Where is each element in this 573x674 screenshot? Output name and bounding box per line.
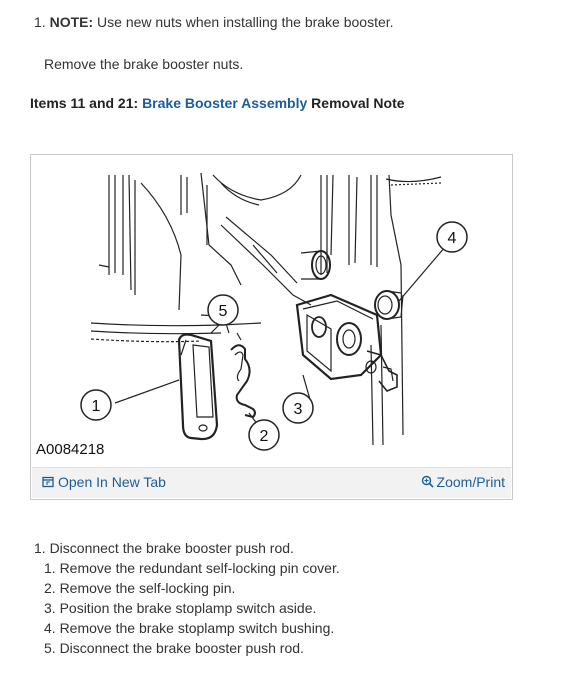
- zoom-print-label: Zoom/Print: [436, 474, 505, 490]
- sub-step: 4. Remove the brake stoplamp switch bushing.: [44, 620, 335, 636]
- callout-5: 5: [218, 303, 228, 320]
- note-label: NOTE:: [49, 14, 94, 30]
- sub-step: 5. Disconnect the brake booster push rod.: [44, 640, 304, 656]
- callout-4: 4: [447, 230, 457, 247]
- brake-booster-assembly-link[interactable]: Brake Booster Assembly: [142, 95, 308, 111]
- open-in-new-tab-label: Open In New Tab: [58, 474, 166, 490]
- heading-prefix: Items 11 and 21:: [30, 95, 143, 111]
- callout-1: 1: [91, 398, 101, 415]
- callout-3: 3: [293, 401, 303, 418]
- zoom-icon: [421, 475, 434, 488]
- sub-step: 1. Remove the redundant self-locking pin cover.: [44, 560, 340, 576]
- main-step: 1. Disconnect the brake booster push rod.: [34, 540, 294, 556]
- note-text: Use new nuts when installing the brake booster.: [97, 14, 394, 30]
- figure-container: [30, 154, 513, 500]
- step-number: 1.: [34, 14, 46, 30]
- sub-step: 2. Remove the self-locking pin.: [44, 580, 236, 596]
- heading-suffix: Removal Note: [307, 95, 405, 111]
- open-in-new-tab-link[interactable]: [42, 474, 166, 490]
- figure-footer: [32, 467, 511, 498]
- note-step-line: [34, 13, 394, 31]
- zoom-print-link[interactable]: [421, 474, 505, 490]
- note-action: Remove the brake booster nuts.: [44, 56, 244, 72]
- section-heading: [30, 95, 405, 111]
- new-tab-icon: [42, 476, 54, 488]
- figure-id: A0084218: [36, 441, 105, 458]
- sub-step: 3. Position the brake stoplamp switch aside.: [44, 600, 317, 616]
- callout-2: 2: [259, 428, 269, 445]
- brake-pedal-illustration: [31, 155, 512, 467]
